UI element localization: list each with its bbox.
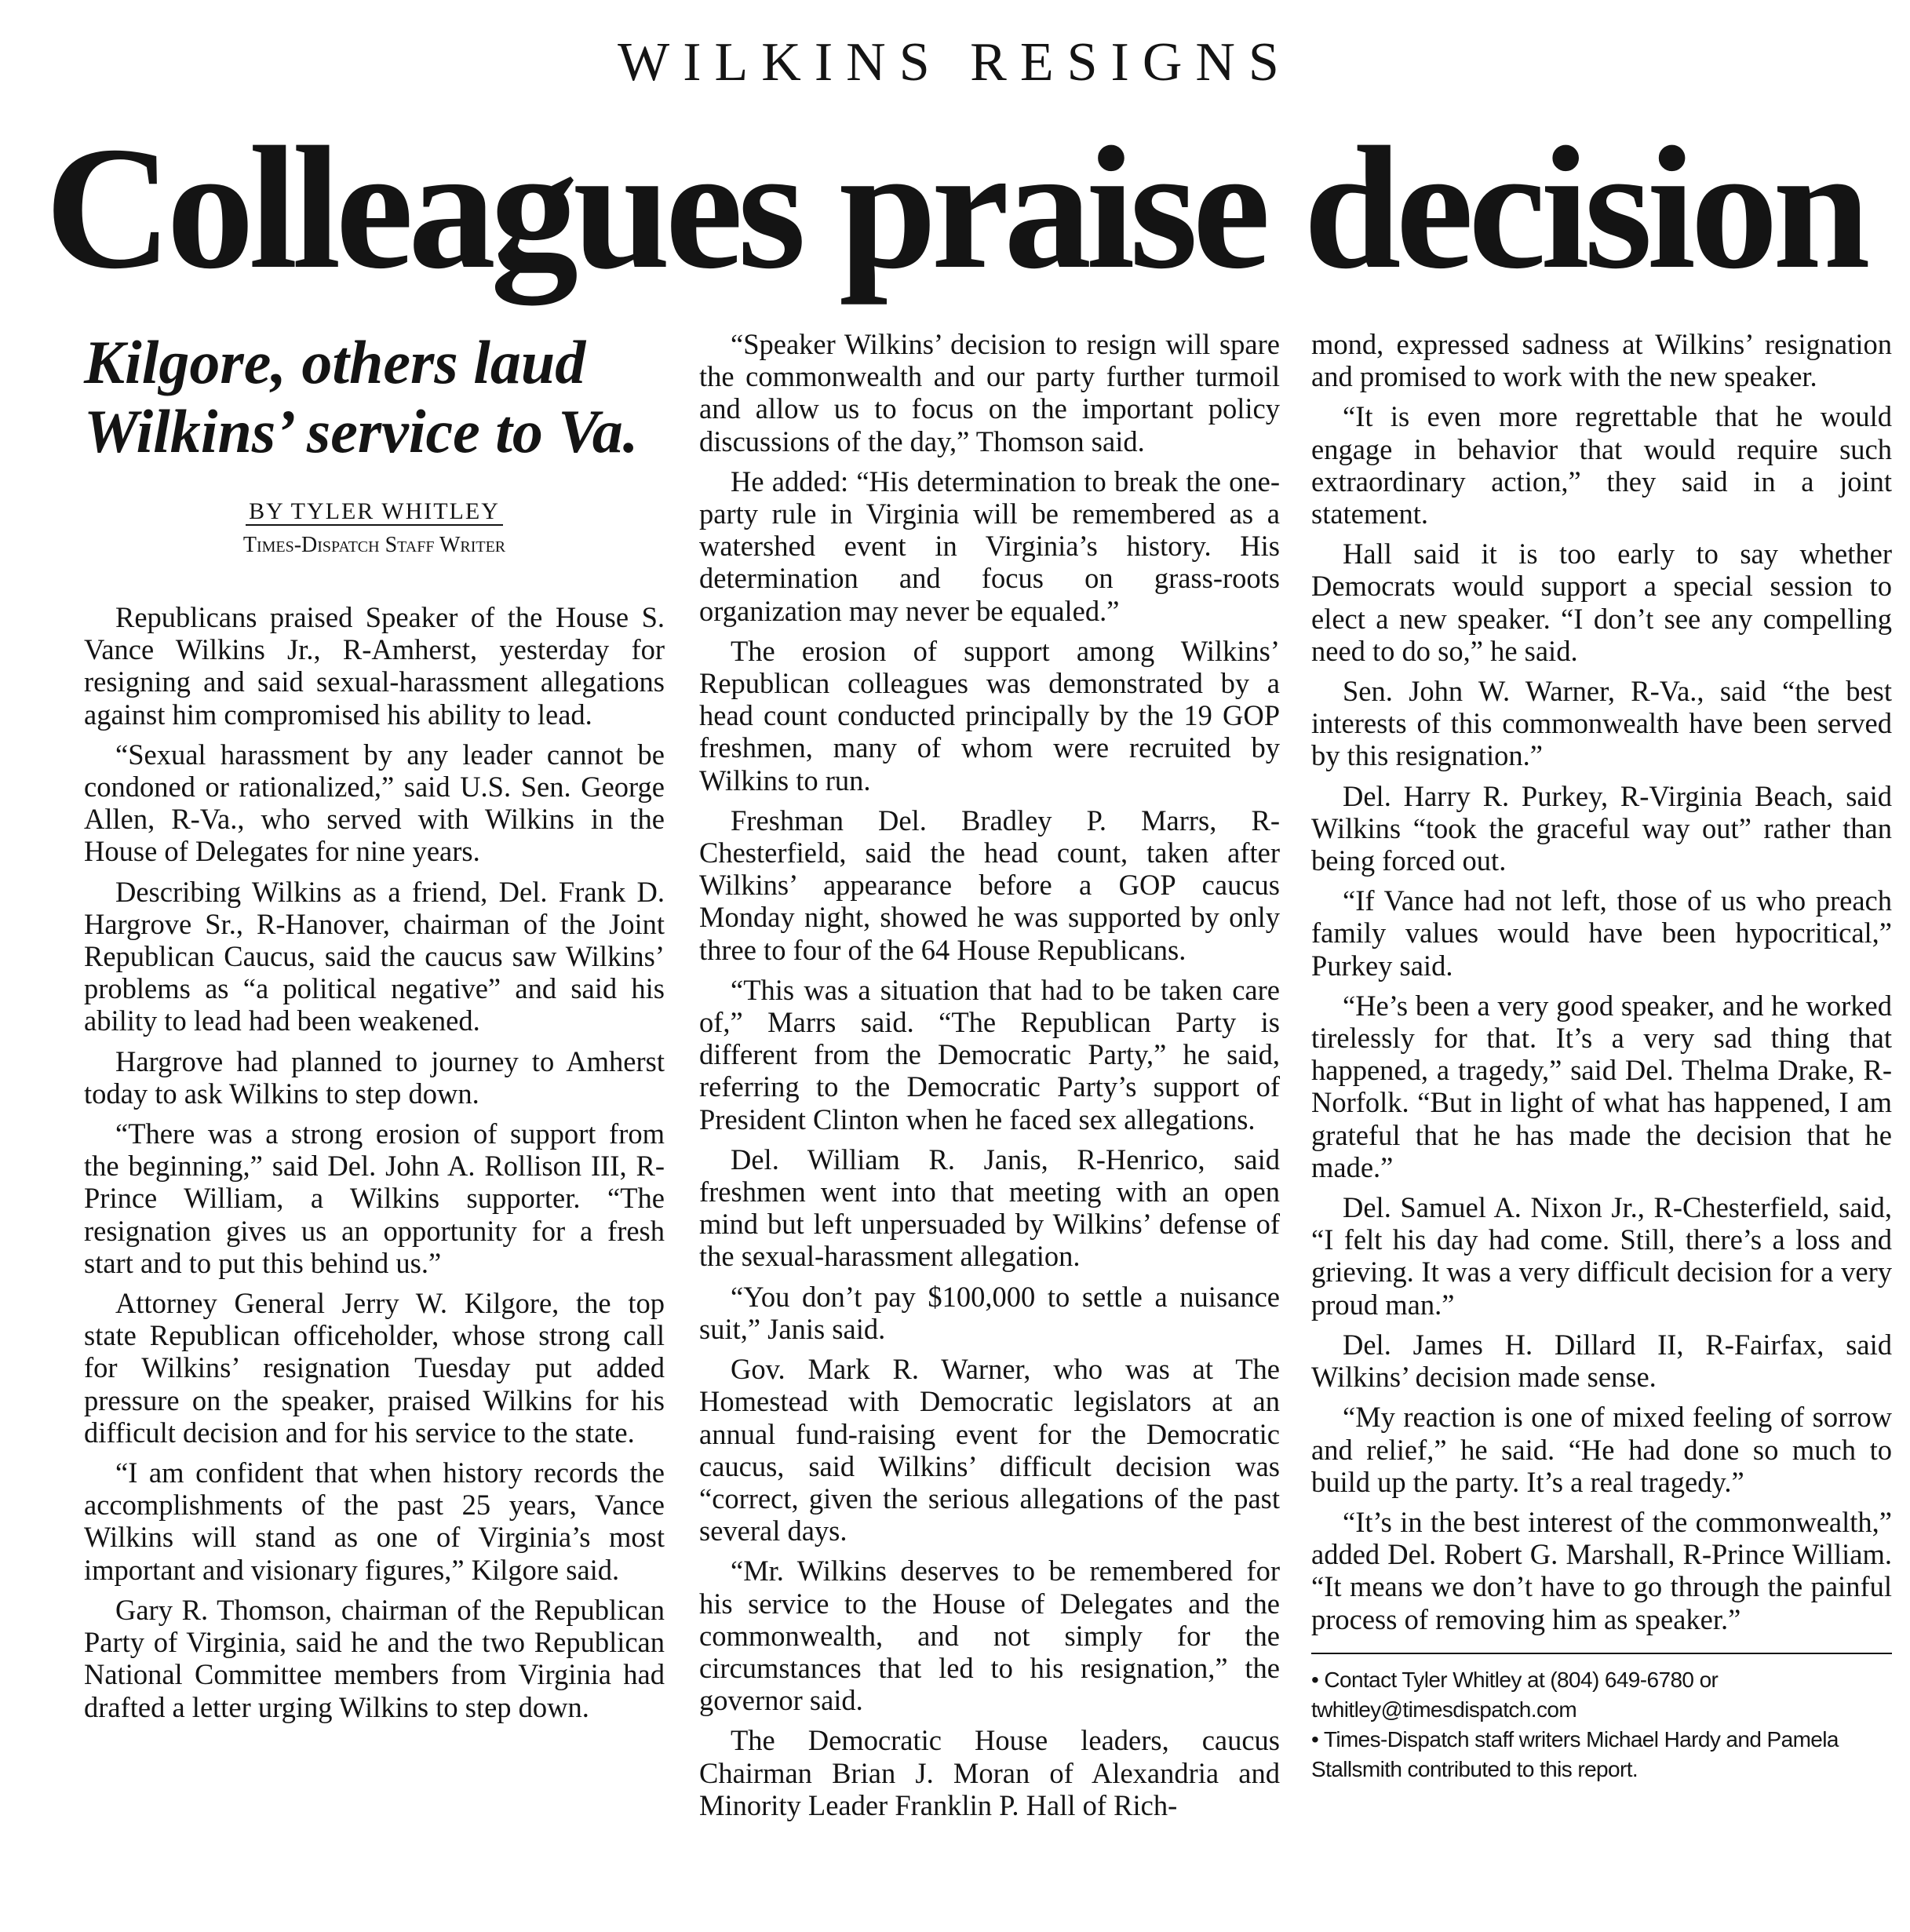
column-3	[1311, 328, 1892, 1784]
paragraph: mond, expressed sadness at Wilkins’ resignation and promised to work with the new speaker.	[1311, 328, 1892, 393]
paragraph: Del. William R. Janis, R-Henrico, said freshmen went into that meeting with an open mind but left unpersuaded by Wilkins’ defense of the sexual-harassment allegation.	[699, 1143, 1280, 1273]
paragraph: Attorney General Jerry W. Kilgore, the top state Republican officeholder, whose strong call for Wilkins’ resignation Tuesday put added pressure on the speaker, praised Wilkins for his difficult decision and for his service to the state.	[84, 1287, 665, 1449]
paragraph: Del. Samuel A. Nixon Jr., R-Chesterfield, said, “I felt his day had come. Still, there’s a loss and grieving. It was a very difficult decision for a very proud man.”	[1311, 1191, 1892, 1321]
kicker: WILKINS RESIGNS	[618, 32, 1292, 93]
paragraph: Del. Harry R. Purkey, R-Virginia Beach, said Wilkins “took the graceful way out” rather than being forced out.	[1311, 779, 1892, 877]
paragraph: “It is even more regrettable that he would engage in behavior that would require such extraordinary action,” they said in a joint statement.	[1311, 400, 1892, 530]
paragraph: Gov. Mark R. Warner, who was at The Homestead with Democratic legislators at an annual fund-raising event for the Democratic caucus, said Wilkins’ difficult decision was “correct, given the serious allegations of the past several days.	[699, 1353, 1280, 1547]
paragraph: “My reaction is one of mixed feeling of sorrow and relief,” he said. “He had done so much to build up the party. It’s a real tragedy.”	[1311, 1401, 1892, 1498]
paragraph: “There was a strong erosion of support from the beginning,” said Del. John A. Rollison III, R-Prince William, a Wilkins supporter. “The resignation gives us an opportunity for a fresh start and to put this behind us.”	[84, 1117, 665, 1279]
byline-affiliation: Times-Dispatch Staff Writer	[242, 533, 506, 557]
paragraph: Freshman Del. Bradley P. Marrs, R-Chesterfield, said the head count, taken after Wilkins’ appearance before a GOP caucus Monday night, showed he was supported by only three to four of the 64 House Republicans.	[699, 804, 1280, 966]
paragraph: Gary R. Thomson, chairman of the Republican Party of Virginia, said he and the two Republican National Committee members from Virginia had drafted a letter urging Wilkins to step down.	[84, 1593, 665, 1723]
paragraph: Hargrove had planned to journey to Amherst today to ask Wilkins to step down.	[84, 1044, 665, 1110]
byline	[84, 498, 665, 526]
paragraph: “If Vance had not left, those of us who preach family values would have been hypocritical,” Purkey said.	[1311, 884, 1892, 982]
paragraph: The erosion of support among Wilkins’ Republican colleagues was demonstrated by a head count conducted principally by the 19 GOP freshmen, many of whom were recruited by Wilkins to run.	[699, 634, 1280, 796]
paragraph: “Speaker Wilkins’ decision to resign will spare the commonwealth and our party further turmoil and allow us to focus on the important policy discussions of the day,” Thomson said.	[699, 328, 1280, 457]
paragraph: “Mr. Wilkins deserves to be remembered for his service to the House of Delegates and the commonwealth, and not simply for the circumstances that led to his resignation,” the governor said.	[699, 1555, 1280, 1717]
paragraph: Del. James H. Dillard II, R-Fairfax, said Wilkins’ decision made sense.	[1311, 1328, 1892, 1394]
headline: Colleagues praise decision	[45, 111, 1865, 305]
byline-text: BY TYLER WHITLEY	[246, 498, 503, 526]
column-2	[699, 328, 1280, 1829]
paragraph: Hall said it is too early to say whether Democrats would support a special session to elect a new speaker. “I don’t see any compelling need to do so,” he said.	[1311, 538, 1892, 667]
paragraph: “It’s in the best interest of the commonwealth,” added Del. Robert G. Marshall, R-Prince William. “It means we don’t have to go through the painful process of removing him as speaker.”	[1311, 1505, 1892, 1635]
contact-credit: • Contact Tyler Whitley at (804) 649-6780 or twhitley@timesdispatch.com	[1311, 1667, 1719, 1722]
paragraph: Describing Wilkins as a friend, Del. Frank D. Hargrove Sr., R-Hanover, chairman of the Joint Republican Caucus, said the caucus saw Wilkins’ problems as “a political negative” and said his ability to lead had been weakened.	[84, 875, 665, 1037]
deck: Kilgore, others laud Wilkins’ service to Va.	[84, 328, 639, 465]
credit-divider	[1311, 1653, 1892, 1654]
paragraph: “This was a situation that had to be taken care of,” Marrs said. “The Republican Party is different from the Democratic Party,” he said, referring to the Democratic Party’s support of President Clinton when he faced sex allegations.	[699, 973, 1280, 1136]
paragraph: “He’s been a very good speaker, and he worked tirelessly for that. It’s a very sad thing that happened, a tragedy,” said Del. Thelma Drake, R-Norfolk. “But in light of what has happened, I am grateful that he has made the decision that he made.”	[1311, 989, 1892, 1183]
paragraph: “Sexual harassment by any leader cannot be condoned or rationalized,” said U.S. Sen. George Allen, R-Va., who served with Wilkins in the House of Delegates for nine years.	[84, 738, 665, 868]
paragraph: Sen. John W. Warner, R-Va., said “the best interests of this commonwealth have been served by this resignation.”	[1311, 675, 1892, 772]
paragraph: Republicans praised Speaker of the House S. Vance Wilkins Jr., R-Amherst, yesterday for resigning and said sexual-harassment allegations against him compromised his ability to lead.	[84, 601, 665, 731]
column-1	[84, 328, 665, 1731]
paragraph: He added: “His determination to break the one-party rule in Virginia will be remembered as a watershed event in Virginia’s history. His determination and focus on grass-roots organization may never be equaled.”	[699, 465, 1280, 627]
contributor-credit: • Times-Dispatch staff writers Michael Hardy and Pamela Stallsmith contributed to this report.	[1311, 1726, 1839, 1781]
paragraph: “I am confident that when history records the accomplishments of the past 25 years, Vance Wilkins will stand as one of Virginia’s most important and visionary figures,” Kilgore said.	[84, 1456, 665, 1586]
paragraph: “You don’t pay $100,000 to settle a nuisance suit,” Janis said.	[699, 1280, 1280, 1345]
paragraph: The Democratic House leaders, caucus Chairman Brian J. Moran of Alexandria and Minority Leader Franklin P. Hall of Rich-	[699, 1724, 1280, 1821]
